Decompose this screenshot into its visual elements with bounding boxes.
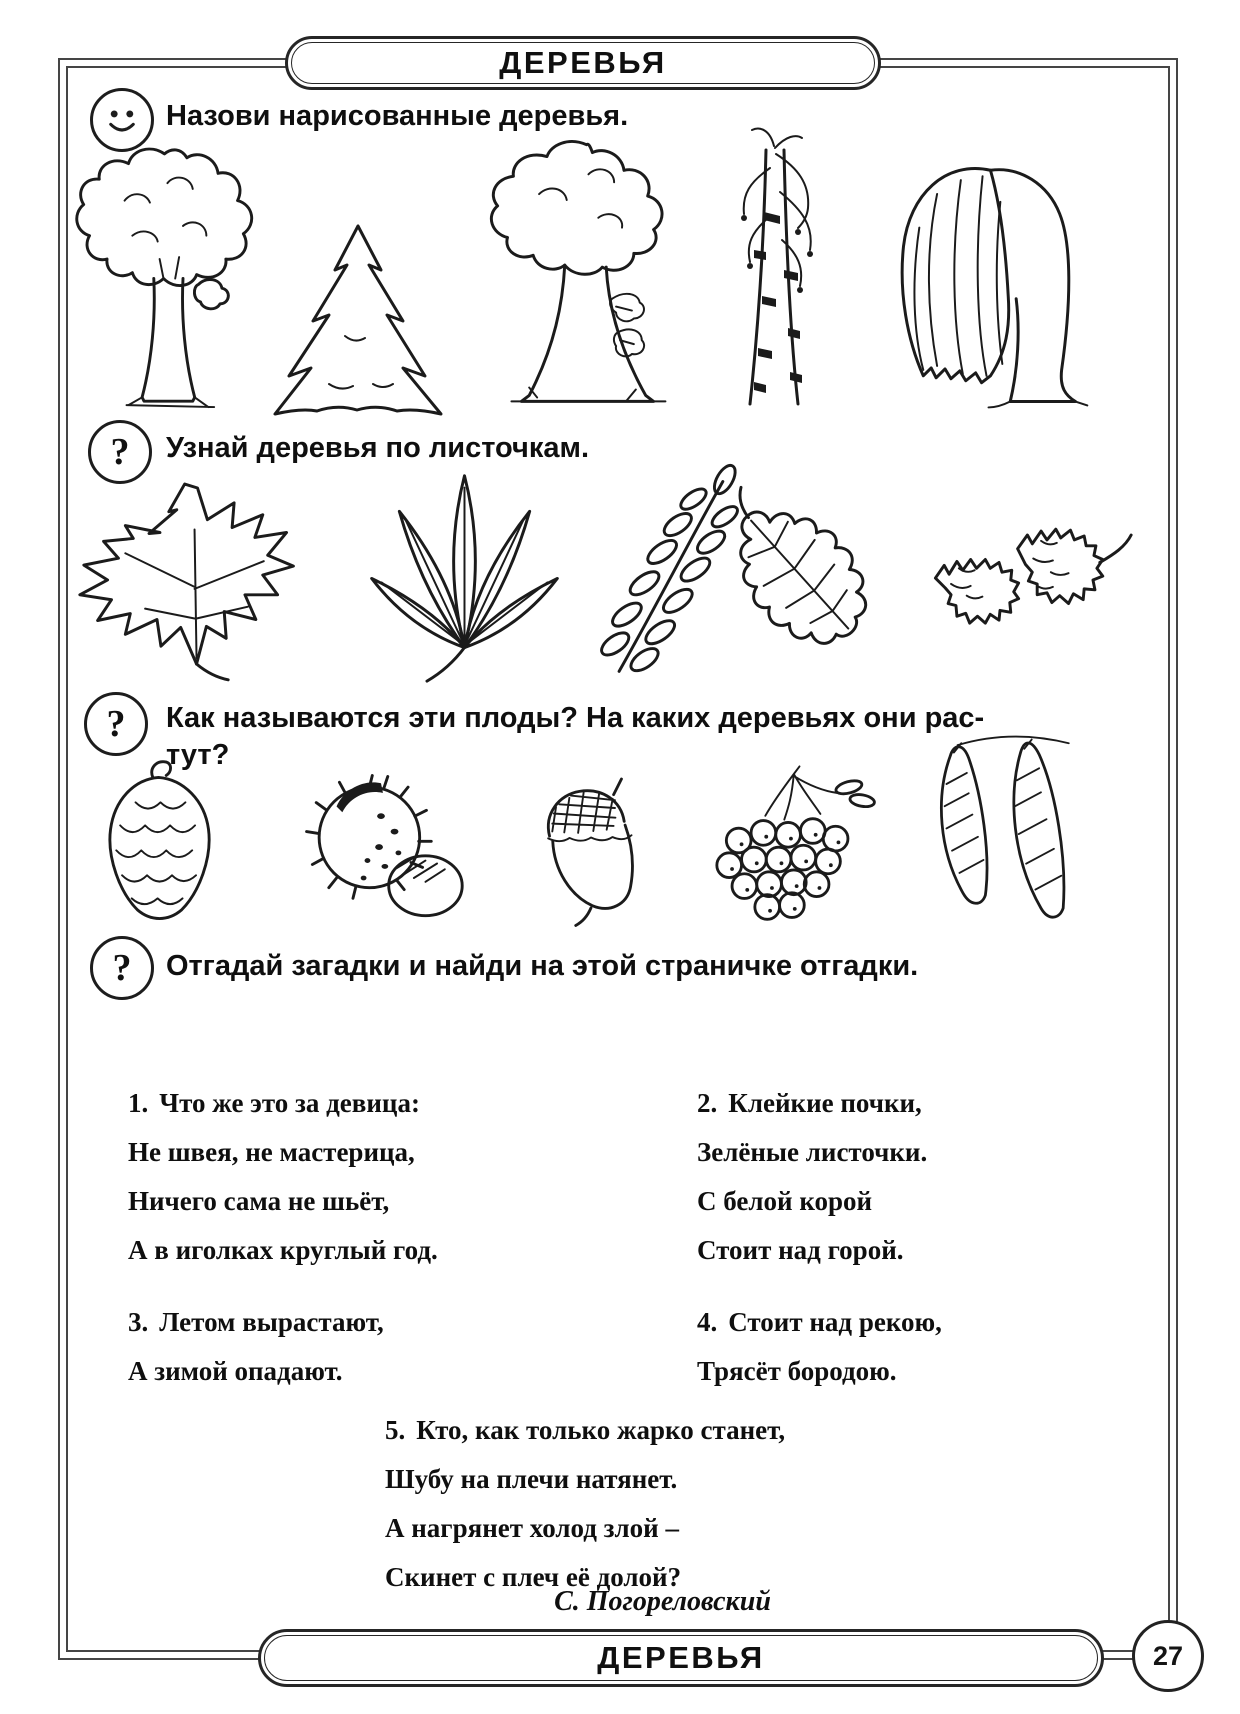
riddle-line: А в иголках круглый год. <box>128 1235 438 1265</box>
riddle-line: Стоит над горой. <box>697 1235 904 1265</box>
riddle-line: Не швея, не мастерица, <box>128 1137 415 1167</box>
weeping-willow-tree-drawing <box>862 132 1114 420</box>
riddle-line: Трясёт бородою. <box>697 1356 897 1386</box>
top-banner-title: ДЕРЕВЬЯ <box>499 45 667 80</box>
fruits-heading <box>166 700 984 774</box>
riddle-line: А зимой опадают. <box>128 1356 343 1386</box>
round-crown-tree-drawing <box>468 132 700 420</box>
fruits-heading-line1: Как называются эти плоды? На каких деревьях они рас- <box>166 702 985 734</box>
rowan-berries-drawing <box>676 764 904 936</box>
riddle-line: 4. Стоит над рекою, <box>697 1307 942 1337</box>
riddle-2 <box>697 1079 927 1275</box>
riddle-line: С белой корой <box>697 1186 873 1216</box>
birch-tree-drawing <box>700 120 850 420</box>
riddle-line: Зелёные листочки. <box>697 1137 928 1167</box>
riddle-line: Шубу на плечи натянет. <box>385 1464 678 1494</box>
riddles-heading: Отгадай загадки и найди на этой страничке отгадки. <box>166 950 919 982</box>
bottom-banner-title: ДЕРЕВЬЯ <box>597 1640 765 1675</box>
riddle-line: 1. Что же это за девица: <box>128 1088 420 1118</box>
riddle-4 <box>697 1298 942 1396</box>
question-mark-icon: ? <box>88 420 152 484</box>
riddle-3 <box>128 1298 384 1396</box>
trees-heading: Назови нарисованные деревья. <box>166 100 629 132</box>
riddle-line: Ничего сама не шьёт, <box>128 1186 390 1216</box>
oak-leaf-drawing <box>688 468 914 684</box>
smiley-face-icon <box>90 88 154 152</box>
chestnut-leaf-drawing <box>348 458 580 690</box>
oak-tree-drawing <box>72 138 257 420</box>
riddle-line: 2. Клейкие почки, <box>697 1088 922 1118</box>
maple-leaf-drawing <box>68 468 330 686</box>
question-mark-icon: ? <box>90 936 154 1000</box>
page-number: 27 <box>1132 1620 1204 1692</box>
riddle-5 <box>385 1406 785 1602</box>
riddle-line: 3. Летом вырастают, <box>128 1307 384 1337</box>
spruce-tree-drawing <box>252 218 464 423</box>
top-banner <box>285 36 881 90</box>
author-name: С. Погореловский <box>554 1586 771 1617</box>
question-mark-icon: ? <box>84 692 148 756</box>
riddle-1 <box>128 1079 438 1275</box>
leaves-heading: Узнай деревья по листочкам. <box>166 432 590 464</box>
willow-catkins-drawing <box>908 478 1138 640</box>
chestnut-fruit-drawing <box>284 762 478 936</box>
riddle-line: Скинет с плеч её долой? <box>385 1562 682 1592</box>
riddle-line: А нагрянет холод злой – <box>385 1513 679 1543</box>
pine-cone-drawing <box>76 758 244 936</box>
acorn-drawing <box>512 768 664 930</box>
fruits-heading-line2: тут? <box>166 739 230 771</box>
bottom-banner <box>258 1629 1104 1687</box>
riddle-line: 5. Кто, как только жарко станет, <box>385 1415 786 1445</box>
